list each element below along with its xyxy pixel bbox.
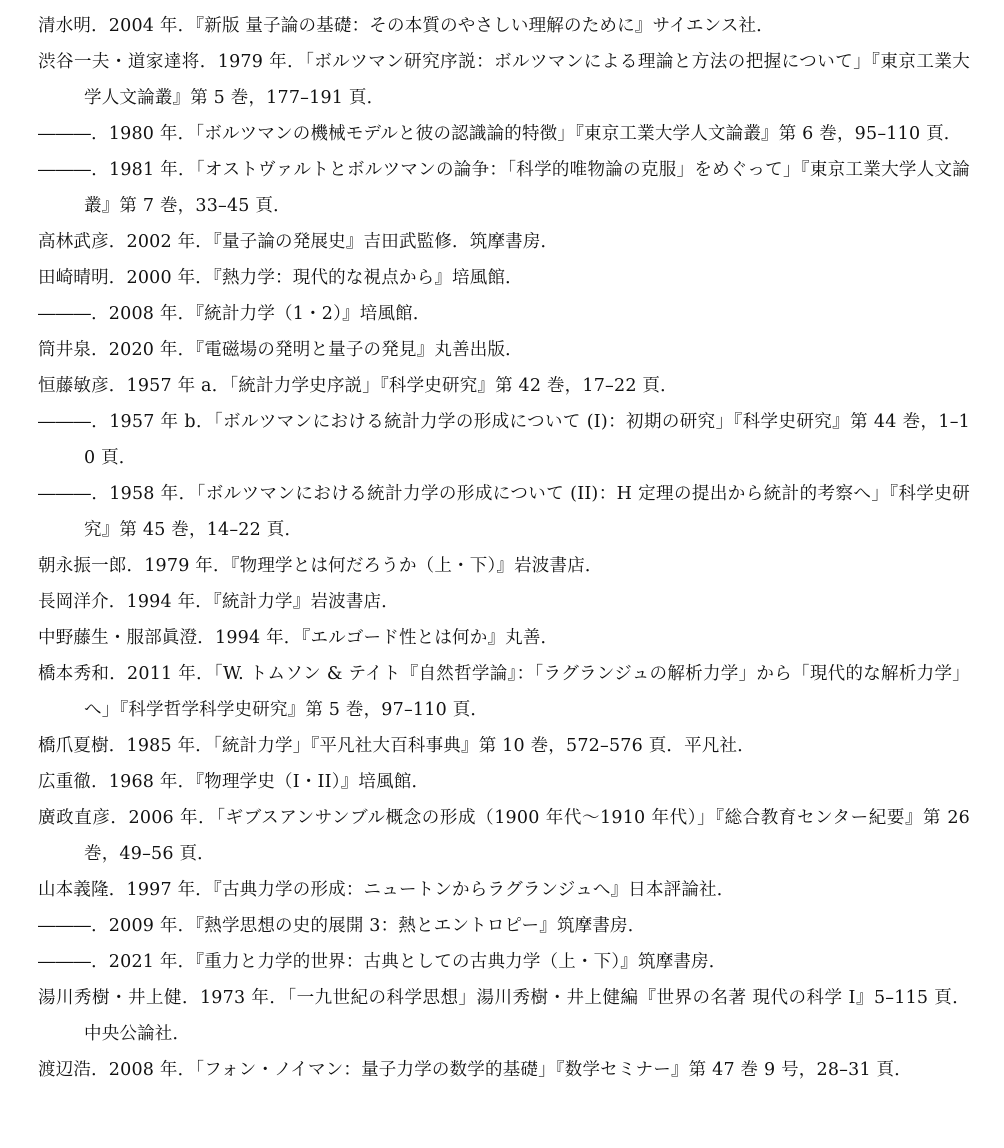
- reference-entry: ―――．2008 年．『統計力学（1・2）』培風館．: [38, 304, 431, 324]
- reference-entry: 田崎晴明．2000 年．『熱力学：現代的な視点から』培風館．: [38, 268, 523, 288]
- reference-entry: 廣政直彦．2006 年．「ギブスアンサンブル概念の形成（1900 年代〜1910 年代）」『総合教育センター紀要』第 26 巻，49–56 頁．: [38, 808, 970, 864]
- reference-entry: ―――．1957 年 b．「ボルツマンにおける統計力学の形成について (I)：初期の研究」『科学史研究』第 44 巻，1–10 頁．: [38, 412, 970, 468]
- reference-entry: 中野藤生・服部眞澄．1994 年．『エルゴード性とは何か』丸善．: [38, 628, 559, 648]
- reference-entry: 橋爪夏樹．1985 年．「統計力学」『平凡社大百科事典』第 10 巻，572–576 頁．平凡社．: [38, 736, 755, 756]
- reference-entry: 朝永振一郎．1979 年．『物理学とは何だろうか（上・下）』岩波書店．: [38, 556, 603, 576]
- reference-entry: ―――．1980 年．「ボルツマンの機械モデルと彼の認識論的特徴」『東京工業大学人文論叢』第 6 巻，95–110 頁．: [38, 124, 962, 144]
- reference-entry: 湯川秀樹・井上健．1973 年．「一九世紀の科学思想」湯川秀樹・井上健編『世界の名著 現代の科学 I』5–115 頁．中央公論社．: [38, 988, 970, 1044]
- reference-entry: 清水明．2004 年．『新版 量子論の基礎：その本質のやさしい理解のために』サイエンス社．: [38, 16, 774, 36]
- reference-entry: 高林武彦．2002 年．『量子論の発展史』吉田武監修．筑摩書房．: [38, 232, 559, 252]
- reference-entry: 恒藤敏彦．1957 年 a．「統計力学史序説」『科学史研究』第 42 巻，17–22 頁．: [38, 376, 678, 396]
- reference-entry: 橋本秀和．2011 年．「W. トムソン & テイト『自然哲学論』：「ラグランジュの解析力学」から「現代的な解析力学」へ」『科学哲学科学史研究』第 5 巻，97–110 頁．: [38, 664, 970, 720]
- reference-entry: 広重徹．1968 年．『物理学史（I・II）』培風館．: [38, 772, 430, 792]
- reference-entry: 長岡洋介．1994 年．『統計力学』岩波書店．: [38, 592, 399, 612]
- reference-entry: 渋谷一夫・道家達将．1979 年．「ボルツマン研究序説：ボルツマンによる理論と方法の把握について」『東京工業大学人文論叢』第 5 巻，177–191 頁．: [38, 52, 970, 108]
- reference-entry: 渡辺浩．2008 年．「フォン・ノイマン：量子力学の数学的基礎」『数学セミナー』第 47 巻 9 号，28–31 頁．: [38, 1060, 912, 1080]
- reference-entry: 山本義隆．1997 年．『古典力学の形成：ニュートンからラグランジュへ』日本評論社．: [38, 880, 735, 900]
- reference-entry: ―――．2021 年．『重力と力学的世界：古典としての古典力学（上・下）』筑摩書房．: [38, 952, 727, 972]
- reference-entry: ―――．2009 年．『熱学思想の史的展開 3：熱とエントロピー』筑摩書房．: [38, 916, 646, 936]
- reference-entry: ―――．1981 年．「オストヴァルトとボルツマンの論争：「科学的唯物論の克服」をめぐって」『東京工業大学人文論叢』第 7 巻，33–45 頁．: [38, 160, 970, 216]
- reference-entry: ―――．1958 年．「ボルツマンにおける統計力学の形成について (II)：H 定理の提出から統計的考察へ」『科学史研究』第 45 巻，14–22 頁．: [38, 484, 970, 540]
- reference-entry: 筒井泉．2020 年．『電磁場の発明と量子の発見』丸善出版．: [38, 340, 523, 360]
